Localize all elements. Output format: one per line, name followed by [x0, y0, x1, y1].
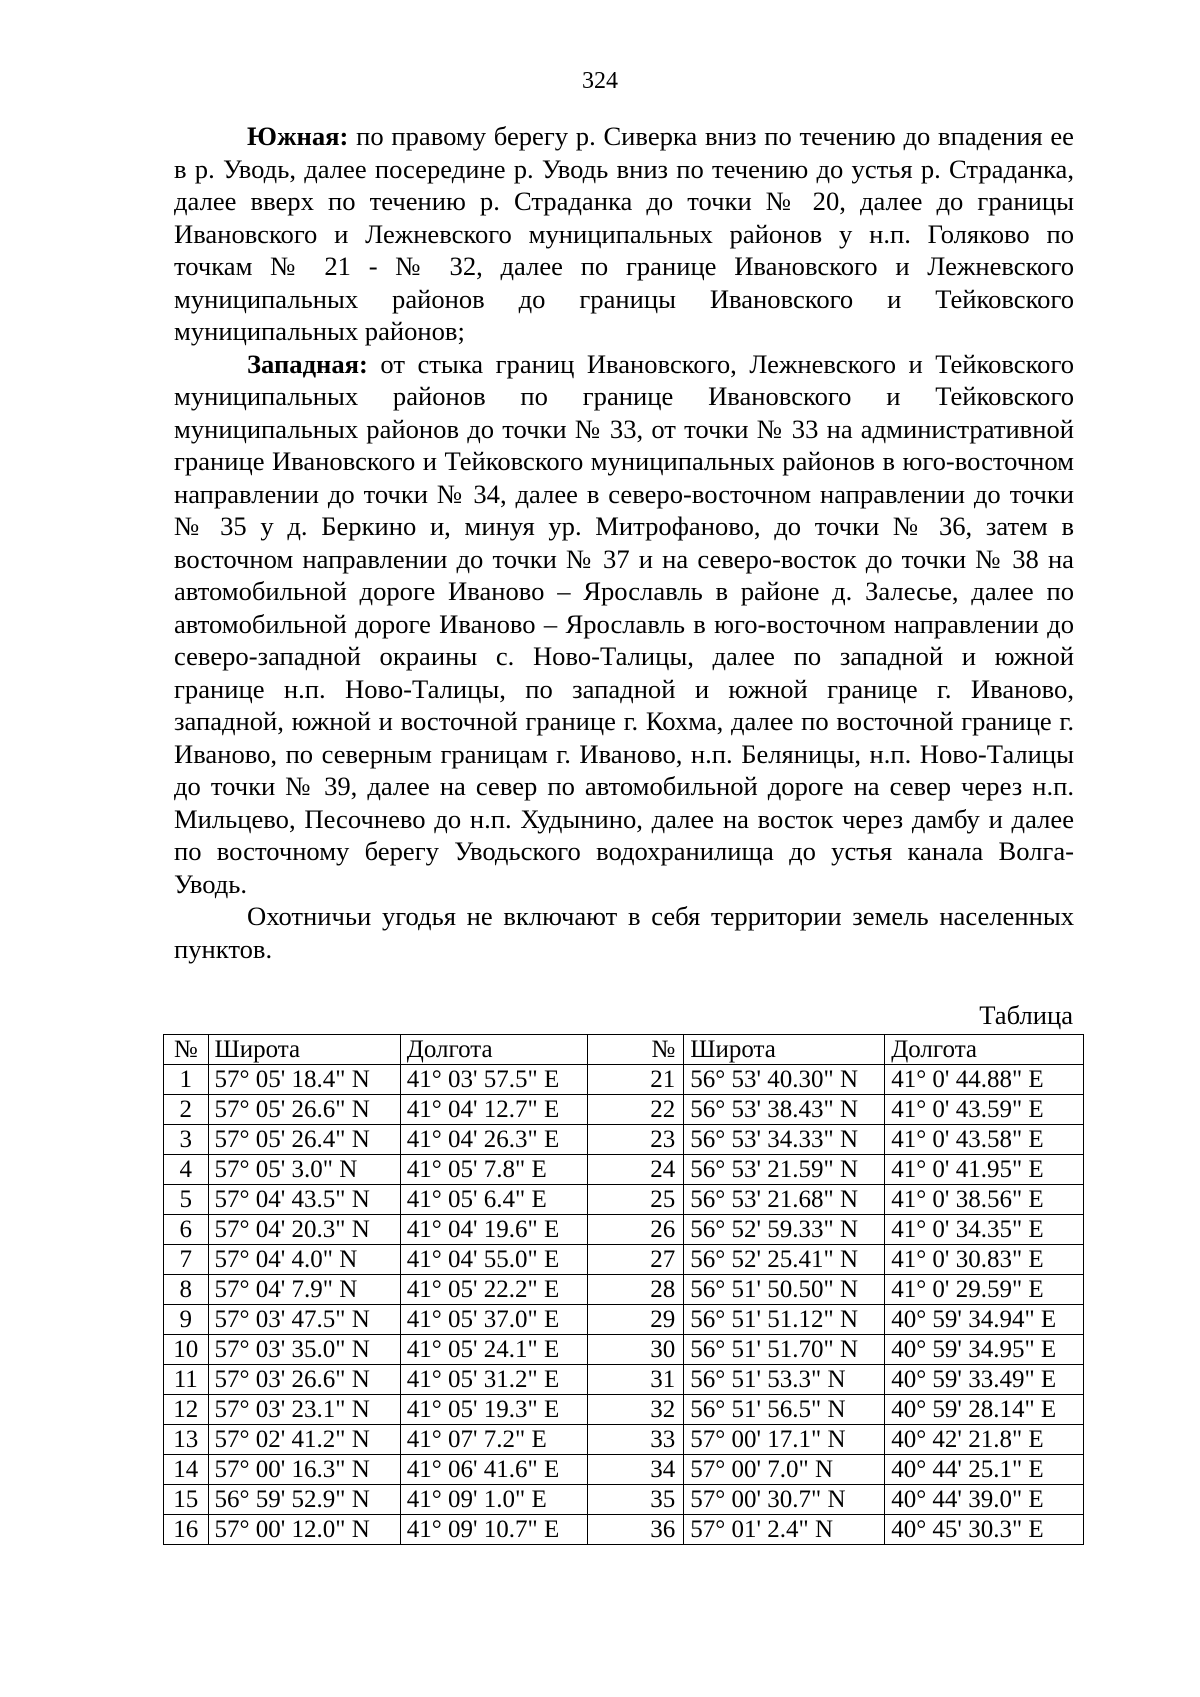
longitude-cell: 40° 44' 39.0" E [885, 1485, 1084, 1515]
latitude-cell: 56° 52' 25.41" N [684, 1245, 885, 1275]
point-number-cell: 9 [164, 1305, 209, 1335]
longitude-cell: 40° 59' 34.94" E [885, 1305, 1084, 1335]
point-number-cell: 33 [587, 1425, 684, 1455]
longitude-cell: 41° 0' 38.56" E [885, 1185, 1084, 1215]
paragraph-south [174, 120, 1074, 348]
point-number-cell: 28 [587, 1275, 684, 1305]
latitude-cell: 57° 04' 20.3" N [208, 1215, 400, 1245]
latitude-cell: 56° 53' 21.59" N [684, 1155, 885, 1185]
table-row [164, 1395, 1084, 1425]
longitude-cell: 41° 05' 22.2" E [400, 1275, 587, 1305]
longitude-cell: 40° 44' 25.1" E [885, 1455, 1084, 1485]
paragraph-text: Охотничьи угодья не включают в себя территории земель населенных пунктов. [174, 901, 1074, 964]
point-number-cell: 6 [164, 1215, 209, 1245]
latitude-cell: 56° 53' 40.30" N [684, 1065, 885, 1095]
latitude-cell: 57° 00' 7.0" N [684, 1455, 885, 1485]
longitude-cell: 41° 04' 26.3" E [400, 1125, 587, 1155]
table-row [164, 1305, 1084, 1335]
point-number-cell: 7 [164, 1245, 209, 1275]
point-number-cell: 11 [164, 1365, 209, 1395]
latitude-cell: 57° 05' 18.4" N [208, 1065, 400, 1095]
longitude-cell: 41° 0' 41.95" E [885, 1155, 1084, 1185]
longitude-cell: 41° 05' 37.0" E [400, 1305, 587, 1335]
latitude-cell: 57° 00' 12.0" N [208, 1515, 400, 1545]
table-row [164, 1185, 1084, 1215]
longitude-cell: 41° 0' 44.88" E [885, 1065, 1084, 1095]
table-row [164, 1065, 1084, 1095]
latitude-cell: 56° 51' 56.5" N [684, 1395, 885, 1425]
table-header-row [164, 1035, 1084, 1065]
body-text [174, 120, 1074, 965]
longitude-cell: 41° 03' 57.5" E [400, 1065, 587, 1095]
coordinates-table [163, 1034, 1084, 1545]
latitude-cell: 57° 04' 4.0" N [208, 1245, 400, 1275]
latitude-cell: 56° 51' 51.12" N [684, 1305, 885, 1335]
longitude-cell: 41° 0' 43.59" E [885, 1095, 1084, 1125]
longitude-cell: 41° 05' 31.2" E [400, 1365, 587, 1395]
point-number-cell: 22 [587, 1095, 684, 1125]
latitude-cell: 57° 00' 30.7" N [684, 1485, 885, 1515]
latitude-cell: 57° 05' 26.6" N [208, 1095, 400, 1125]
page-number: 324 [582, 68, 618, 94]
latitude-cell: 57° 03' 35.0" N [208, 1335, 400, 1365]
longitude-cell: 40° 45' 30.3" E [885, 1515, 1084, 1545]
longitude-cell: 41° 05' 24.1" E [400, 1335, 587, 1365]
point-number-cell: 12 [164, 1395, 209, 1425]
point-number-cell: 3 [164, 1125, 209, 1155]
header-longitude: Долгота [885, 1035, 1084, 1065]
longitude-cell: 41° 09' 10.7" E [400, 1515, 587, 1545]
paragraph-lead: Южная: [247, 121, 349, 151]
longitude-cell: 41° 05' 6.4" E [400, 1185, 587, 1215]
point-number-cell: 14 [164, 1455, 209, 1485]
latitude-cell: 57° 03' 23.1" N [208, 1395, 400, 1425]
longitude-cell: 40° 59' 34.95" E [885, 1335, 1084, 1365]
paragraph-text: по правому берегу р. Сиверка вниз по течению до впадения ее в р. Уводь, далее посередине р. Уводь вниз по течению до устья р. Страданка, далее вверх по течению р. Страданка до точки № 20, далее до границы Ивановского и Лежневского муниципальных районов у н.п. Голяково по точкам № 21 - № 32, далее по границе Ивановского и Лежневского муниципальных районов до границы Ивановского и Тейковского муниципальных районов; [174, 121, 1074, 346]
point-number-cell: 32 [587, 1395, 684, 1425]
latitude-cell: 56° 51' 53.3" N [684, 1365, 885, 1395]
table-row [164, 1125, 1084, 1155]
table-caption: Таблица [979, 1000, 1073, 1030]
paragraph-west [174, 348, 1074, 901]
latitude-cell: 56° 51' 50.50" N [684, 1275, 885, 1305]
longitude-cell: 41° 0' 29.59" E [885, 1275, 1084, 1305]
point-number-cell: 15 [164, 1485, 209, 1515]
latitude-cell: 57° 04' 43.5" N [208, 1185, 400, 1215]
table-row [164, 1335, 1084, 1365]
longitude-cell: 41° 0' 43.58" E [885, 1125, 1084, 1155]
point-number-cell: 26 [587, 1215, 684, 1245]
latitude-cell: 56° 51' 51.70" N [684, 1335, 885, 1365]
longitude-cell: 41° 06' 41.6" E [400, 1455, 587, 1485]
point-number-cell: 10 [164, 1335, 209, 1365]
latitude-cell: 57° 05' 3.0" N [208, 1155, 400, 1185]
latitude-cell: 56° 53' 38.43" N [684, 1095, 885, 1125]
paragraph-lead: Западная: [247, 348, 368, 379]
longitude-cell: 41° 09' 1.0" E [400, 1485, 587, 1515]
point-number-cell: 16 [164, 1515, 209, 1545]
point-number-cell: 8 [164, 1275, 209, 1305]
longitude-cell: 41° 0' 30.83" E [885, 1245, 1084, 1275]
point-number-cell: 30 [587, 1335, 684, 1365]
header-latitude: Широта [684, 1035, 885, 1065]
latitude-cell: 57° 00' 17.1" N [684, 1425, 885, 1455]
longitude-cell: 40° 59' 28.14" E [885, 1395, 1084, 1425]
longitude-cell: 41° 04' 12.7" E [400, 1095, 587, 1125]
paragraph-note [174, 900, 1074, 965]
longitude-cell: 40° 59' 33.49" E [885, 1365, 1084, 1395]
point-number-cell: 4 [164, 1155, 209, 1185]
point-number-cell: 36 [587, 1515, 684, 1545]
point-number-cell: 2 [164, 1095, 209, 1125]
point-number-cell: 5 [164, 1185, 209, 1215]
table-row [164, 1515, 1084, 1545]
table-row [164, 1245, 1084, 1275]
latitude-cell: 57° 02' 41.2" N [208, 1425, 400, 1455]
header-latitude: Широта [208, 1035, 400, 1065]
table-row [164, 1095, 1084, 1125]
longitude-cell: 41° 0' 34.35" E [885, 1215, 1084, 1245]
table-row [164, 1455, 1084, 1485]
point-number-cell: 21 [587, 1065, 684, 1095]
latitude-cell: 57° 00' 16.3" N [208, 1455, 400, 1485]
latitude-cell: 56° 59' 52.9" N [208, 1485, 400, 1515]
paragraph-text: от стыка границ Ивановского, Лежневского и Тейковского муниципальных районов по границе Ивановского и Тейковского муниципальных районов до точки № 33, от точки № 33 на административной границе Ивановского и Тейковского муниципальных районов в юго-восточном направлении до точки № 34, далее в северо-восточном направлении до точки № 35 у д. Беркино и, минуя ур. Митрофаново, до точки № 36, затем в восточном направлении до точки № 37 и на северо-восток до точки № 38 на автомобильной дороге Иваново – Ярославль в районе д. Залесье, далее по автомобильной дороге Иваново – Ярославль в юго-восточном направлении до северо-западной окраины с. Ново-Талицы, далее по западной и южной границе н.п. Ново-Талицы, по западной и южной границе г. Иваново, западной, южной и восточной границе г. Кохма, далее по восточной границе г. Иваново, по северным границам г. Иваново, н.п. Беляницы, н.п. Ново-Талицы до точки № 39, далее на север по автомобильной дороге на север через н.п. Мильцево, Песочнево до н.п. Худынино, далее на восток через дамбу и далее по восточному берегу Уводьского водохранилища до устья канала Волга-Уводь. [174, 348, 1074, 899]
table-row [164, 1155, 1084, 1185]
table-row [164, 1215, 1084, 1245]
header-longitude: Долгота [400, 1035, 587, 1065]
point-number-cell: 31 [587, 1365, 684, 1395]
longitude-cell: 40° 42' 21.8" E [885, 1425, 1084, 1455]
point-number-cell: 27 [587, 1245, 684, 1275]
longitude-cell: 41° 07' 7.2" E [400, 1425, 587, 1455]
latitude-cell: 57° 04' 7.9" N [208, 1275, 400, 1305]
table-row [164, 1365, 1084, 1395]
point-number-cell: 34 [587, 1455, 684, 1485]
table-row [164, 1425, 1084, 1455]
point-number-cell: 1 [164, 1065, 209, 1095]
latitude-cell: 56° 53' 34.33" N [684, 1125, 885, 1155]
point-number-cell: 35 [587, 1485, 684, 1515]
latitude-cell: 57° 03' 26.6" N [208, 1365, 400, 1395]
latitude-cell: 56° 52' 59.33" N [684, 1215, 885, 1245]
latitude-cell: 57° 03' 47.5" N [208, 1305, 400, 1335]
longitude-cell: 41° 05' 19.3" E [400, 1395, 587, 1425]
table-row [164, 1485, 1084, 1515]
point-number-cell: 13 [164, 1425, 209, 1455]
latitude-cell: 57° 01' 2.4" N [684, 1515, 885, 1545]
header-number: № [164, 1035, 209, 1065]
point-number-cell: 29 [587, 1305, 684, 1335]
longitude-cell: 41° 04' 55.0" E [400, 1245, 587, 1275]
table-row [164, 1275, 1084, 1305]
header-number: № [587, 1035, 684, 1065]
point-number-cell: 24 [587, 1155, 684, 1185]
table-body [164, 1065, 1084, 1545]
latitude-cell: 56° 53' 21.68" N [684, 1185, 885, 1215]
latitude-cell: 57° 05' 26.4" N [208, 1125, 400, 1155]
longitude-cell: 41° 04' 19.6" E [400, 1215, 587, 1245]
longitude-cell: 41° 05' 7.8" E [400, 1155, 587, 1185]
point-number-cell: 25 [587, 1185, 684, 1215]
point-number-cell: 23 [587, 1125, 684, 1155]
